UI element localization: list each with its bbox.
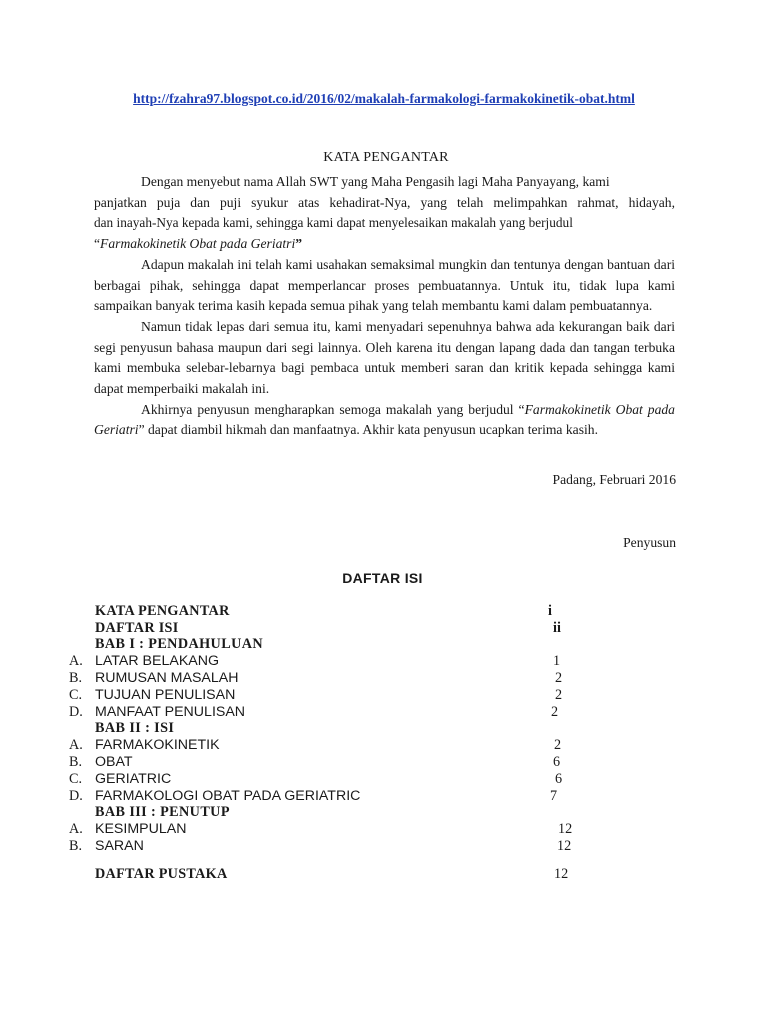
toc-letter: C. bbox=[69, 771, 83, 787]
toc-label: TUJUAN PENULISAN bbox=[95, 687, 236, 703]
toc-row bbox=[0, 821, 768, 838]
place-date: Padang, Februari 2016 bbox=[552, 472, 676, 487]
toc-page: 12 bbox=[558, 821, 573, 837]
toc-row bbox=[0, 687, 768, 704]
preface-p4-end: ” dapat diambil hikmah dan manfaatnya. Akhir kata penyusun ucapkan terima kasih. bbox=[138, 422, 598, 438]
toc-page: ii bbox=[553, 620, 561, 636]
close-quote: ” bbox=[295, 236, 303, 252]
toc-label: MANFAAT PENULISAN bbox=[95, 704, 246, 720]
toc-row bbox=[0, 603, 768, 620]
preface-p4-start: Akhirnya penyusun mengharapkan semoga makalah yang berjudul “ bbox=[141, 401, 525, 417]
toc-row bbox=[0, 737, 768, 754]
toc-page: 12 bbox=[554, 866, 569, 882]
toc-row bbox=[0, 754, 768, 771]
toc-label: BAB II : ISI bbox=[95, 720, 175, 736]
toc-label: RUMUSAN MASALAH bbox=[95, 670, 239, 686]
toc-row bbox=[0, 838, 768, 855]
toc-letter: A. bbox=[69, 653, 83, 669]
toc-label: FARMAKOLOGI OBAT PADA GERIATRIC bbox=[95, 788, 361, 804]
source-link[interactable]: http://fzahra97.blogspot.co.id/2016/02/makalah-farmakologi-farmakokinetik-obat.html bbox=[133, 91, 635, 106]
toc-row bbox=[0, 866, 768, 883]
author-signature: Penyusun bbox=[623, 535, 676, 550]
toc-row bbox=[0, 704, 768, 721]
preface-paragraph-3: Namun tidak lepas dari semua itu, kami menyadari sepenuhnya bahwa ada kekurangan baik dari segi penyusun bahasa maupun dari segi lainnya. Oleh karena itu dengan lapang dada dan tangan terbuka kami membuka selebar-lebarnya bagi pembaca untuk memberi saran dan kritik kepada sehingga kami dapat memperbaiki makalah ini. bbox=[94, 318, 675, 397]
toc-label: GERIATRIC bbox=[95, 771, 172, 787]
toc-letter: D. bbox=[69, 788, 83, 804]
preface-p1-line-2: panjatkan puja dan puji syukur atas kehadirat-Nya, yang telah melimpahkan rahmat, hidayah, bbox=[94, 194, 675, 210]
toc-page: 6 bbox=[555, 771, 563, 787]
preface-paragraph-2: Adapun makalah ini telah kami usahakan semaksimal mungkin dan tentunya dengan bantuan dari berbagai pihak, sehingga dapat memperlancar proses pembuatannya. Untuk itu, tidak lupa kami sampaikan banyak terima kasih kepada semua pihak yang telah membantu kami dalam pembuatannya. bbox=[94, 256, 675, 314]
toc-row bbox=[0, 720, 768, 737]
toc-label: BAB III : PENUTUP bbox=[95, 804, 230, 820]
toc-letter: B. bbox=[69, 838, 83, 854]
toc-page: 7 bbox=[550, 788, 558, 804]
toc-letter: A. bbox=[69, 821, 83, 837]
preface-p4-italic: Farmakokinetik Obat pada Geriatri bbox=[94, 401, 675, 438]
toc-page: 6 bbox=[553, 754, 561, 770]
toc-label: BAB I : PENDAHULUAN bbox=[95, 636, 264, 652]
toc-page: 2 bbox=[555, 670, 563, 686]
toc-letter: A. bbox=[69, 737, 83, 753]
preface-p1-line-1: Dengan menyebut nama Allah SWT yang Maha Pengasih lagi Maha Panyayang, kami bbox=[141, 174, 610, 189]
toc-label: DAFTAR PUSTAKA bbox=[95, 866, 228, 882]
toc-label: KATA PENGANTAR bbox=[95, 603, 230, 619]
toc-label: LATAR BELAKANG bbox=[95, 653, 220, 669]
toc-page: 2 bbox=[555, 687, 563, 703]
toc-label: FARMAKOKINETIK bbox=[95, 737, 220, 753]
toc-row bbox=[0, 670, 768, 687]
toc-letter: D. bbox=[69, 704, 83, 720]
toc-page: 2 bbox=[554, 737, 562, 753]
toc-letter: C. bbox=[69, 687, 83, 703]
toc-page: 2 bbox=[551, 704, 559, 720]
toc-letter: B. bbox=[69, 754, 83, 770]
toc-page: 12 bbox=[557, 838, 572, 854]
open-quote: “ bbox=[94, 236, 101, 252]
toc-label: KESIMPULAN bbox=[95, 821, 187, 837]
preface-p1-line-3: dan inayah-Nya kepada kami, sehingga kami dapat menyelesaikan makalah yang berjudul bbox=[94, 215, 573, 231]
toc-row bbox=[0, 653, 768, 670]
toc-page: i bbox=[548, 603, 552, 619]
toc-page: 1 bbox=[553, 653, 561, 669]
toc-label: SARAN bbox=[95, 838, 144, 854]
toc-row bbox=[0, 771, 768, 788]
toc-row bbox=[0, 636, 768, 653]
toc-label: DAFTAR ISI bbox=[95, 620, 179, 636]
toc-title: DAFTAR ISI bbox=[342, 570, 423, 586]
toc-row bbox=[0, 788, 768, 805]
toc-letter: B. bbox=[69, 670, 83, 686]
book-title-italic: Farmakokinetik Obat pada Geriatri bbox=[100, 236, 296, 252]
toc-row bbox=[0, 620, 768, 637]
toc-label: OBAT bbox=[95, 754, 133, 770]
toc-row bbox=[0, 804, 768, 821]
preface-title: KATA PENGANTAR bbox=[323, 150, 449, 165]
